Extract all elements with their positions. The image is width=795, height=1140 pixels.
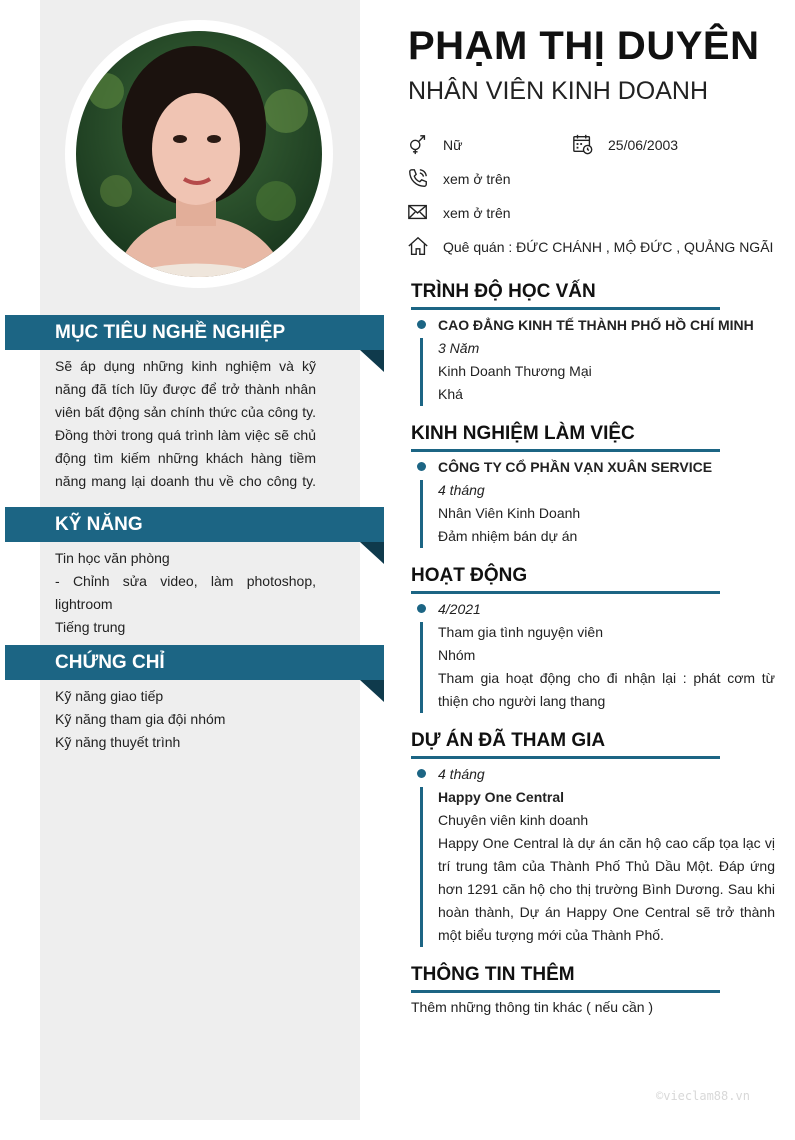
certificate-item: Kỹ năng tham gia đội nhóm — [55, 711, 226, 727]
objective-line: viên bất động sản chính thức của công ty. — [55, 404, 316, 420]
objective-line: Đồng thời trong quá trình làm việc sẽ chủ — [55, 427, 316, 443]
experience-heading: KINH NGHIỆM LÀM VIỆC — [411, 421, 720, 452]
project-line: hoàn thành, Dự án Happy One Central sẽ trở thành — [438, 904, 775, 920]
timeline-dot — [417, 462, 426, 471]
email-value: xem ở trên — [443, 205, 511, 221]
skill-item: - Chỉnh sửa video, làm photoshop, — [55, 573, 316, 589]
objective-line: động tìm kiếm những khách hàng tiềm — [55, 450, 316, 466]
timeline-dot — [417, 604, 426, 613]
experience-duty: Đảm nhiệm bán dự án — [438, 528, 578, 544]
certificates-ribbon-fold — [360, 680, 384, 702]
education-major: Kinh Doanh Thương Mại — [438, 363, 592, 379]
project-line: Happy One Central là dự án căn hộ cao cấp tọa lạc vị — [438, 835, 775, 851]
projects-heading: DỰ ÁN ĐÃ THAM GIA — [411, 728, 720, 759]
certificate-item: Kỹ năng giao tiếp — [55, 688, 164, 704]
project-line: hơn 1291 căn hộ cho thị trường Bình Dương. Sau khi — [438, 881, 775, 897]
education-school: CAO ĐẲNG KINH TẾ THÀNH PHỐ HỒ CHÍ MINH — [438, 317, 754, 333]
activities-lines — [438, 598, 775, 713]
education-heading: TRÌNH ĐỘ HỌC VẤN — [411, 279, 720, 310]
skill-item: Tin học văn phòng — [55, 550, 170, 566]
envelope-icon — [407, 201, 429, 223]
hometown-value: Quê quán : ĐỨC CHÁNH , MỘ ĐỨC , QUẢNG NGÃI — [443, 239, 774, 255]
experience-position: Nhân Viên Kinh Doanh — [438, 505, 581, 521]
activities-line: Tham gia tình nguyện viên — [438, 624, 603, 640]
additional-heading: THÔNG TIN THÊM — [411, 962, 720, 993]
timeline-line — [420, 787, 423, 947]
timeline-line — [420, 622, 423, 713]
education-duration: 3 Năm — [438, 340, 480, 356]
experience-lines — [438, 456, 775, 548]
calendar-icon — [572, 133, 594, 155]
skill-item: Tiếng trung — [55, 619, 126, 635]
skill-item: lightroom — [55, 596, 113, 612]
project-name: Happy One Central — [438, 789, 565, 805]
phone-icon — [407, 167, 429, 189]
project-line: trí trung tâm của Thành Phố Thủ Dầu Một. Đáp ứng — [438, 858, 775, 874]
projects-lines — [438, 763, 775, 947]
skills-text — [55, 547, 316, 639]
activities-line: thiện cho người lang thang — [438, 693, 606, 709]
objective-text — [55, 355, 316, 493]
timeline-line — [420, 338, 423, 406]
timeline-line — [420, 480, 423, 548]
objective-line: năng mang lại doanh thu về cho công ty. — [55, 473, 316, 489]
additional-text: Thêm những thông tin khác ( nếu cần ) — [411, 999, 654, 1015]
skills-heading: KỸ NĂNG — [5, 507, 384, 542]
experience-company: CÔNG TY CỔ PHẦN VẠN XUÂN SERVICE — [438, 459, 713, 475]
project-role: Chuyên viên kinh doanh — [438, 812, 589, 828]
certificate-item: Kỹ năng thuyết trình — [55, 734, 181, 750]
objective-line: năng đã tích lũy được để trở thành nhân — [55, 381, 316, 397]
experience-duration: 4 tháng — [438, 482, 485, 498]
education-grade: Khá — [438, 386, 463, 402]
timeline-dot — [417, 320, 426, 329]
gender-icon — [407, 133, 429, 155]
activities-heading: HOẠT ĐỘNG — [411, 563, 720, 594]
objective-heading: MỤC TIÊU NGHỀ NGHIỆP — [5, 315, 384, 350]
project-duration: 4 tháng — [438, 766, 485, 782]
phone-value: xem ở trên — [443, 171, 511, 187]
candidate-name: PHẠM THỊ DUYÊN — [408, 24, 760, 68]
home-icon — [407, 235, 429, 257]
activities-line: Nhóm — [438, 647, 476, 663]
activities-date: 4/2021 — [438, 601, 481, 617]
activities-line: Tham gia hoạt động cho đi nhận lại : phát cơm từ — [438, 670, 775, 686]
education-lines — [438, 314, 775, 406]
skills-ribbon-fold — [360, 542, 384, 564]
watermark: ©vieclam88.vn — [656, 1089, 750, 1103]
objective-ribbon-fold — [360, 350, 384, 372]
candidate-title: NHÂN VIÊN KINH DOANH — [408, 77, 709, 105]
certificates-text — [55, 685, 316, 754]
project-line: một biểu tượng mới của Thành Phố. — [438, 927, 664, 943]
certificates-heading: CHỨNG CHỈ — [5, 645, 384, 680]
birthdate-value: 25/06/2003 — [608, 137, 679, 153]
gender-value: Nữ — [443, 137, 463, 153]
objective-line: Sẽ áp dụng những kinh nghiệm và kỹ — [55, 358, 316, 374]
timeline-dot — [417, 769, 426, 778]
avatar — [76, 31, 322, 277]
